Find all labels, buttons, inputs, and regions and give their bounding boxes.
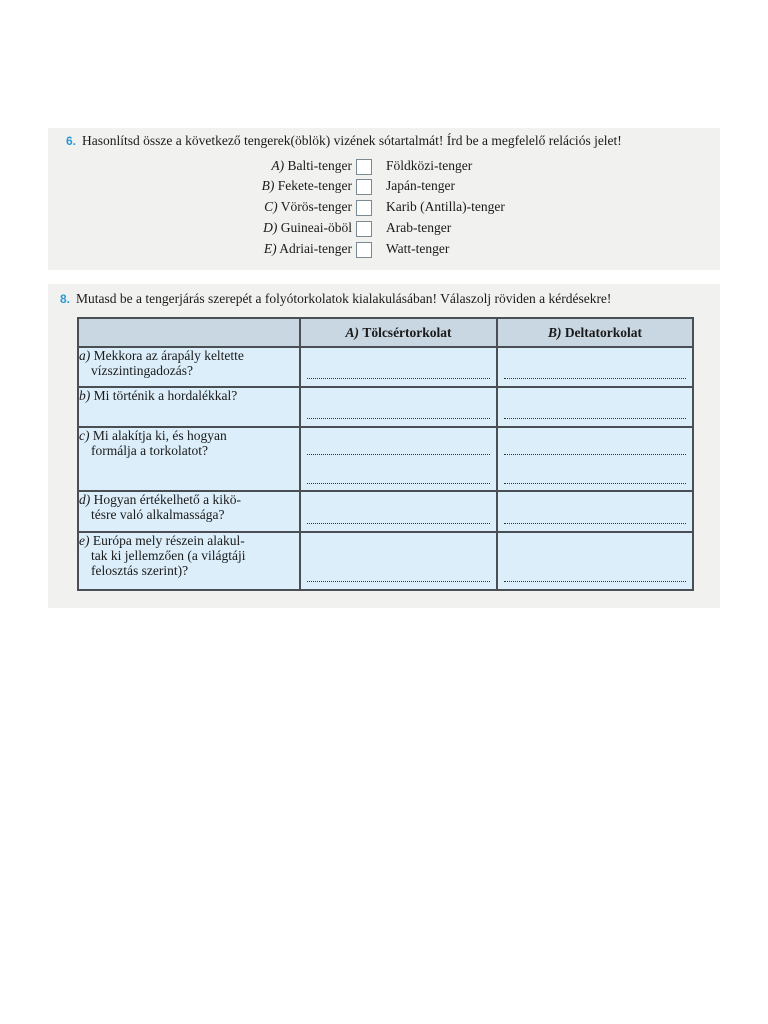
question-cell-b: b) Mi történik a hordalékkal?	[78, 387, 300, 427]
table-row	[78, 347, 693, 387]
answer-cell-a-funnel[interactable]	[300, 347, 497, 387]
comparison-left-d: D) Guineai-öböl	[263, 220, 352, 235]
answer-cell-d-delta[interactable]	[497, 491, 693, 532]
exercise-6-number: 6.	[66, 134, 77, 148]
question-cell-d: d) Hogyan értékelhető a kikö- tésre való alkalmassága?	[78, 491, 300, 532]
comparison-right-d: Arab-tenger	[386, 220, 452, 235]
comparison-left-e: E) Adriai-tenger	[263, 241, 352, 256]
answer-cell-c-delta[interactable]	[497, 427, 693, 491]
exercise-8-number: 8.	[60, 292, 71, 306]
question-cell-a: a) Mekkora az árapály keltette vízszintingadozás?	[78, 347, 300, 387]
table-row	[78, 387, 693, 427]
relation-input-box-a[interactable]	[356, 159, 372, 175]
answer-cell-e-delta[interactable]	[497, 532, 693, 590]
comparison-left-c: C) Vörös-tenger	[264, 199, 352, 214]
question-cell-e: e) Európa mely részein alakul- tak ki jellemzően (a világtáji felosztás szerint)?	[78, 532, 300, 590]
header-funnel-estuary: A) Tölcsértorkolat	[300, 318, 497, 347]
header-empty-cell	[78, 318, 300, 347]
relation-input-box-e[interactable]	[356, 242, 372, 258]
relation-input-box-d[interactable]	[356, 221, 372, 237]
answer-cell-d-funnel[interactable]	[300, 491, 497, 532]
comparison-left-a: A) Balti-tenger	[271, 158, 352, 173]
table-row	[78, 491, 693, 532]
comparison-right-b: Japán-tenger	[386, 178, 455, 193]
comparison-right-a: Földközi-tenger	[386, 158, 473, 173]
answer-cell-b-funnel[interactable]	[300, 387, 497, 427]
exercise-8-instruction: Mutasd be a tengerjárás szerepét a folyótorkolatok kialakulásában! Válaszolj röviden a kérdésekre!	[76, 291, 612, 306]
header-delta-estuary: B) Deltatorkolat	[497, 318, 693, 347]
exercise-6-instruction: Hasonlítsd össze a következő tengerek(öblök) vizének sótartalmát! Írd be a megfelelő relációs jelet!	[82, 133, 622, 148]
table-header-row	[78, 318, 693, 347]
exercise-6-title	[66, 133, 622, 149]
exercise-8-title	[60, 291, 611, 307]
table-row	[78, 427, 693, 491]
comparison-left-b: B) Fekete-tenger	[261, 178, 352, 193]
relation-input-box-c[interactable]	[356, 200, 372, 216]
answer-cell-c-funnel[interactable]	[300, 427, 497, 491]
answer-cell-e-funnel[interactable]	[300, 532, 497, 590]
comparison-right-c: Karib (Antilla)-tenger	[386, 199, 505, 214]
exercise-6-background	[48, 128, 720, 270]
relation-input-box-b[interactable]	[356, 179, 372, 195]
table-row	[78, 532, 693, 590]
answer-cell-b-delta[interactable]	[497, 387, 693, 427]
estuary-table	[77, 317, 694, 591]
comparison-right-e: Watt-tenger	[386, 241, 450, 256]
answer-cell-a-delta[interactable]	[497, 347, 693, 387]
question-cell-c: c) Mi alakítja ki, és hogyan formálja a torkolatot?	[78, 427, 300, 491]
